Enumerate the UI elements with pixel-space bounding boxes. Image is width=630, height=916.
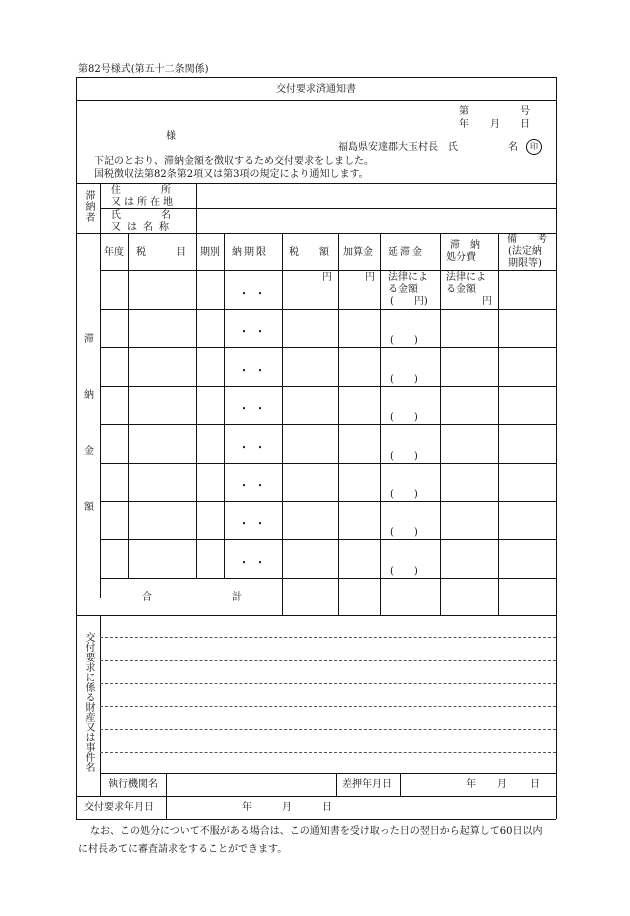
due-date-dots: ・・	[239, 404, 271, 415]
delinq-paren: ( )	[390, 451, 418, 462]
sender: 福島県安達郡大玉村長 氏	[338, 142, 458, 153]
body-line-1: 下記のとおり、滞納金額を徴収するため交付要求をしました。	[94, 156, 374, 167]
seizure-day: 日	[530, 779, 540, 790]
due-date-dots: ・・	[239, 481, 271, 492]
request-date-label: 交付要求年月日	[84, 802, 154, 813]
col-tax-item: 税 目	[136, 247, 186, 258]
due-date-dots: ・・	[239, 558, 271, 569]
due-date-dots: ・・	[239, 289, 271, 300]
date-year: 年	[459, 119, 469, 130]
col-disposal-2: 処分費	[446, 252, 476, 263]
number-prefix: 第	[459, 106, 469, 117]
total-label-2: 計	[232, 592, 242, 603]
exec-agency-label: 執行機関名	[108, 779, 158, 790]
address-label-2: 又は所在地	[111, 197, 176, 208]
debtor-label: 滞納者	[83, 190, 94, 223]
request-year: 年	[242, 802, 252, 813]
col-tax-amount: 税 額	[289, 247, 329, 258]
yen-surcharge: 円	[365, 272, 375, 283]
due-date-dots: ・・	[239, 443, 271, 454]
total-label-1: 合	[142, 592, 152, 603]
col-year: 年度	[104, 247, 124, 258]
yen-tax: 円	[322, 272, 332, 283]
request-day: 日	[322, 802, 332, 813]
due-date-dots: ・・	[239, 366, 271, 377]
request-month: 月	[282, 802, 292, 813]
law-amount-disposal-1: 法律によ	[446, 272, 486, 283]
notice-line-2: に村長あてに審査請求をすることができます。	[78, 844, 288, 855]
seal-icon: 印	[526, 139, 542, 155]
col-due-date: 納期限	[232, 247, 268, 258]
number-suffix: 号	[520, 106, 530, 117]
law-amount-delinq-2: る金額	[388, 284, 418, 295]
form-label: 第82号様式(第五十二条関係)	[78, 64, 209, 75]
col-remarks-2: (法定納	[508, 246, 542, 257]
property-section-label: 交付要求に係る財産又は事件名	[83, 632, 94, 772]
body-line-2: 国税徴収法第82条第2項又は第3項の規定により通知します。	[94, 169, 369, 180]
form-title: 交付要求済通知書	[276, 84, 356, 95]
seizure-year: 年	[466, 779, 476, 790]
law-amount-delinq-yen: ( 円)	[390, 296, 428, 307]
delinq-paren: ( )	[390, 335, 418, 346]
due-date-dots: ・・	[239, 327, 271, 338]
name-label-1: 氏 名	[111, 210, 171, 221]
law-amount-disposal-2: る金額	[446, 284, 476, 295]
delinq-paren: ( )	[390, 489, 418, 500]
due-date-dots: ・・	[239, 519, 271, 530]
date-month: 月	[490, 119, 500, 130]
addressee-suffix: 様	[166, 131, 176, 142]
col-remarks-3: 期限等)	[508, 258, 542, 269]
col-period: 期別	[200, 247, 220, 258]
seizure-date-label: 差押年月日	[342, 779, 392, 790]
seizure-month: 月	[497, 779, 507, 790]
col-delinquency: 延滞金	[388, 247, 424, 258]
col-remarks-1: 備 考	[507, 234, 547, 245]
delinq-paren: ( )	[390, 374, 418, 385]
delinq-paren: ( )	[390, 566, 418, 577]
date-day: 日	[520, 119, 530, 130]
yen-disposal: 円	[482, 296, 492, 307]
law-amount-delinq-1: 法律によ	[388, 272, 428, 283]
address-label-1: 住 所	[111, 185, 171, 196]
sender-name-label: 名	[508, 142, 518, 153]
col-disposal-1: 滞 納	[450, 240, 480, 251]
delinq-paren: ( )	[390, 527, 418, 538]
delinq-paren: ( )	[390, 412, 418, 423]
notice-line-1: なお、この処分について不服がある場合は、この通知書を受け取った日の翌日から起算して60日以内	[90, 826, 543, 837]
name-label-2: 又は名称	[111, 222, 175, 233]
col-surcharge: 加算金	[343, 247, 373, 258]
